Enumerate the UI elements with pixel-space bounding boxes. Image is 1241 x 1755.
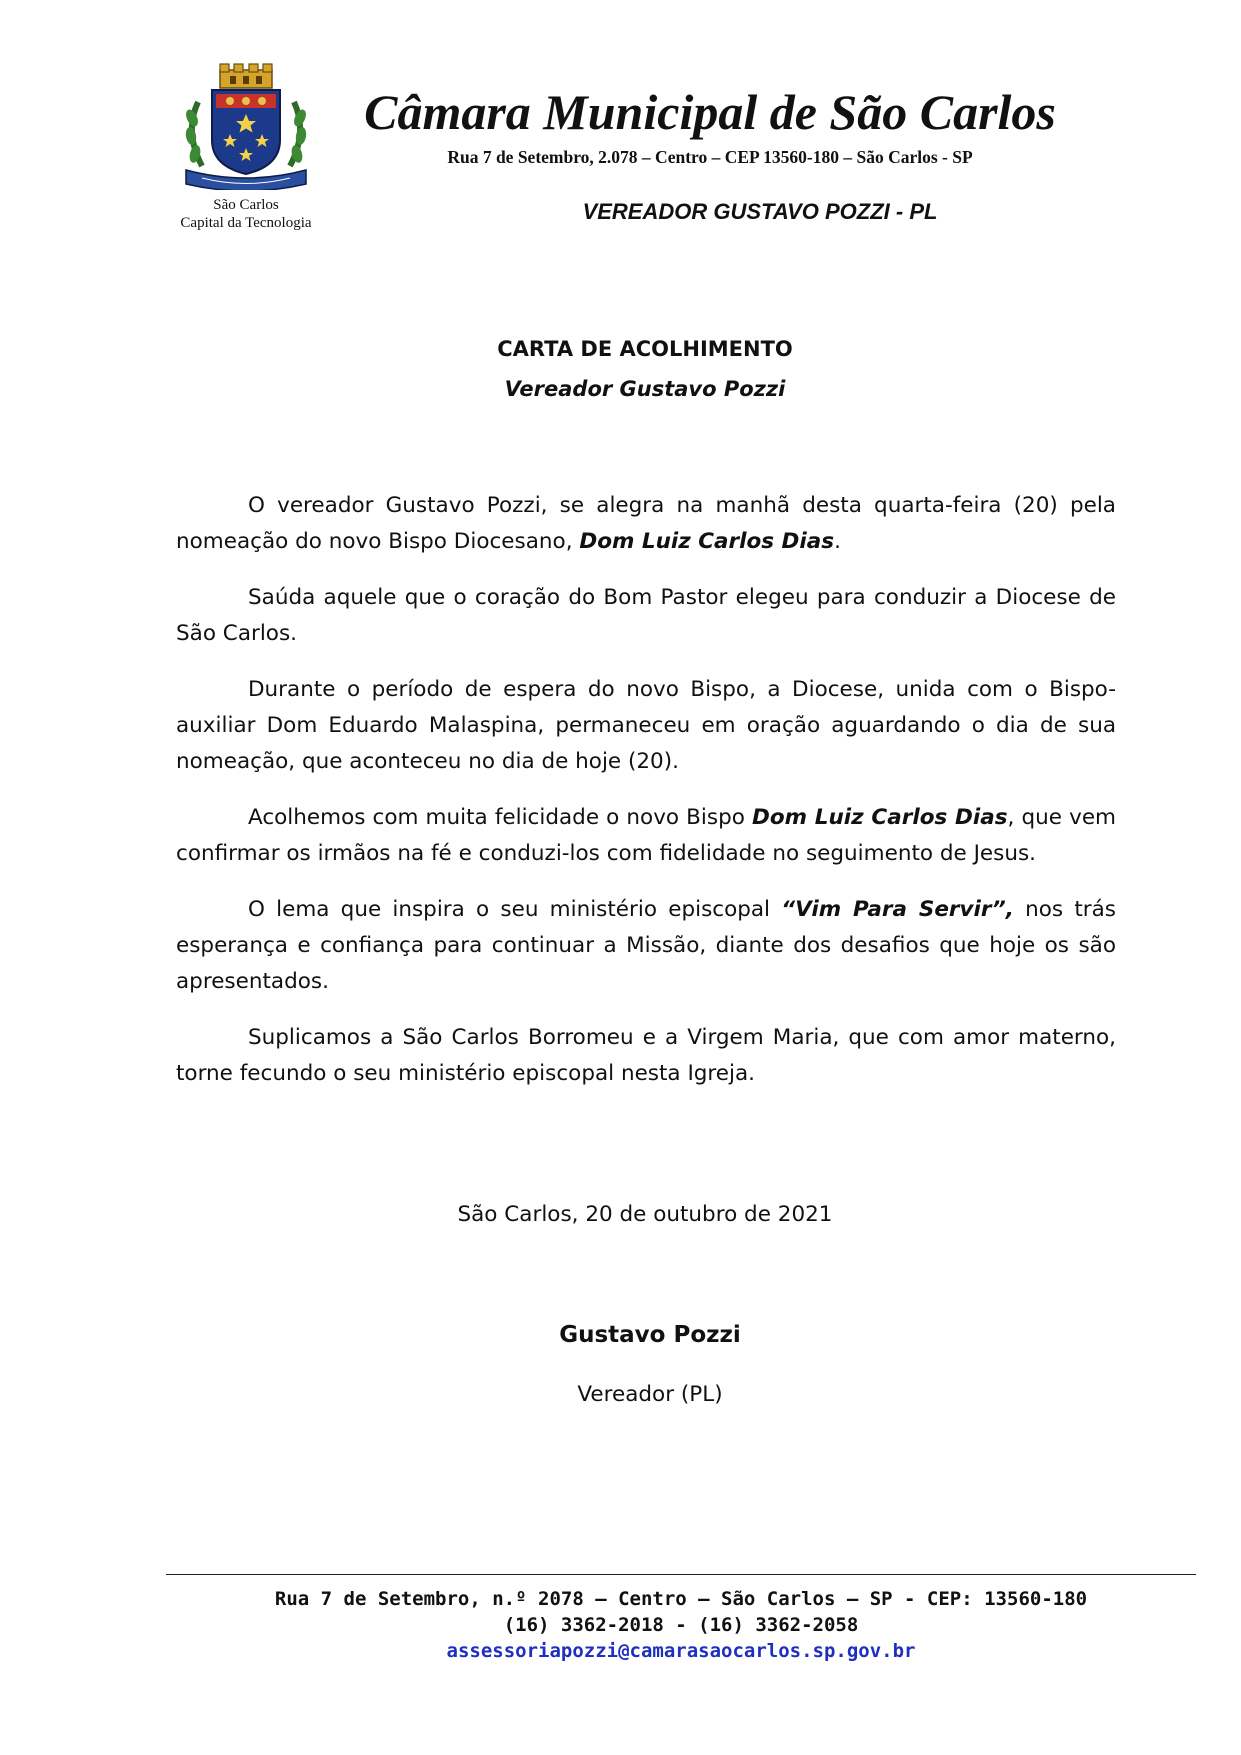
coat-of-arms-logo	[180, 62, 312, 190]
paragraph-5-end: nos trás esperança e confiança para continuar a Missão, diante dos desafios que hoje os são apresentados.	[176, 897, 1116, 994]
document-title: CARTA DE ACOLHIMENTO	[497, 337, 793, 361]
signature-name: Gustavo Pozzi	[559, 1322, 741, 1348]
document-subtitle: Vereador Gustavo Pozzi	[504, 377, 786, 401]
footer-address: Rua 7 de Setembro, n.º 2078 – Centro – São Carlos – SP - CEP: 13560-180	[274, 1588, 1088, 1610]
footer	[166, 1586, 1196, 1664]
paragraph-6: Suplicamos a São Carlos Borromeu e a Virgem Maria, que com amor materno, torne fecundo o seu ministério episcopal nesta Igreja.	[176, 1025, 1116, 1086]
paragraph-4	[176, 800, 1116, 872]
institution-name: Câmara Municipal de São Carlos	[364, 84, 1056, 140]
institution-address: Rua 7 de Setembro, 2.078 – Centro – CEP 13560-180 – São Carlos - SP	[447, 147, 973, 167]
footer-phones: (16) 3362-2018 - (16) 3362-2058	[503, 1614, 859, 1636]
bishop-name: Dom Luiz Carlos Dias	[579, 529, 835, 554]
crest-caption-slogan: Capital da Tecnologia	[180, 215, 312, 231]
vereador-header: VEREADOR GUSTAVO POZZI - PL	[582, 199, 938, 224]
paragraph-1	[176, 488, 1116, 560]
footer-email-link[interactable]: assessoriapozzi@camarasaocarlos.sp.gov.br	[446, 1640, 916, 1662]
paragraph-5-text: O lema que inspira o seu ministério episcopal	[248, 897, 782, 922]
letter-body	[176, 488, 1116, 1112]
footer-divider	[166, 1574, 1196, 1575]
paragraph-5	[176, 892, 1116, 1000]
paragraph-2: Saúda aquele que o coração do Bom Pastor elegeu para conduzir a Diocese de São Carlos.	[176, 585, 1116, 646]
date-line: São Carlos, 20 de outubro de 2021	[457, 1202, 833, 1227]
signature-role: Vereador (PL)	[577, 1382, 723, 1407]
paragraph-4-text: Acolhemos com muita felicidade o novo Bispo	[248, 805, 753, 830]
paragraph-4-end: , que vem confirmar os irmãos na fé e conduzi-los com fidelidade no seguimento de Jesus.	[176, 805, 1116, 866]
crest-caption-city: São Carlos	[213, 197, 279, 213]
crest-caption	[150, 196, 342, 232]
paragraph-1-text: O vereador Gustavo Pozzi, se alegra na manhã desta quarta-feira (20) pela nomeação do novo Bispo Diocesano,	[176, 493, 1116, 554]
episcopal-motto: “Vim Para Servir”,	[781, 897, 1014, 922]
paragraph-1-end: .	[834, 529, 841, 554]
paragraph-3: Durante o período de espera do novo Bispo, a Diocese, unida com o Bispo-auxiliar Dom Eduardo Malaspina, permaneceu em oração aguardando o dia de sua nomeação, que aconteceu no dia de hoje (20).	[176, 677, 1116, 774]
bishop-name: Dom Luiz Carlos Dias	[752, 805, 1008, 830]
